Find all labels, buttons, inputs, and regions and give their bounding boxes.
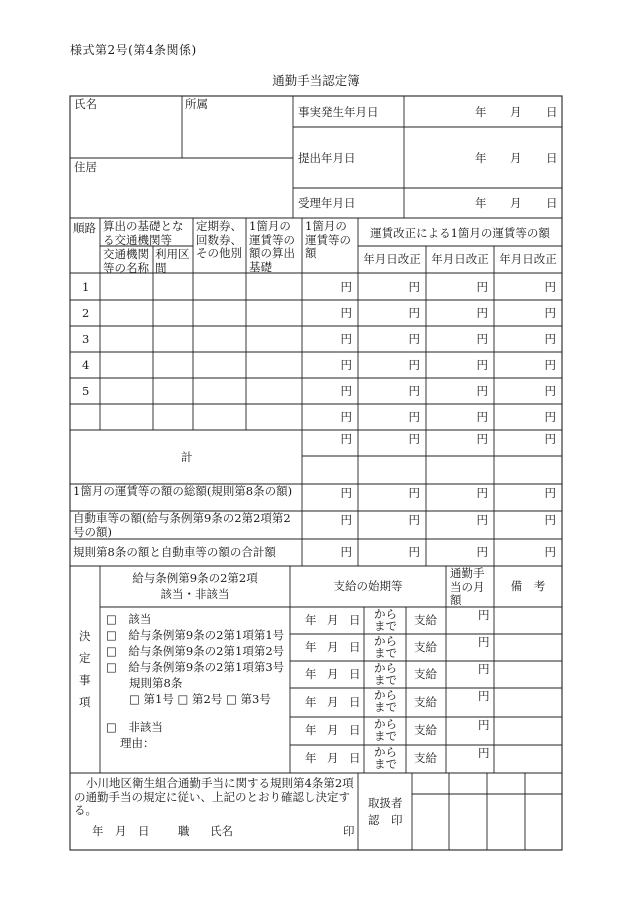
start-month: 月	[327, 666, 339, 681]
summary-combined: 規則第8条の額と自動車等の額の合計額	[73, 545, 276, 559]
yen-mark: 円	[408, 410, 420, 424]
yen-mark: 円	[408, 332, 420, 346]
footer-position: 職	[178, 824, 190, 838]
start-year: 年	[305, 694, 317, 709]
start-pay: 支給	[414, 694, 437, 709]
yen-mark: 円	[340, 486, 352, 500]
footer-name: 氏名	[210, 824, 233, 838]
decision-char: 項	[79, 695, 91, 709]
start-until: まで	[374, 619, 397, 633]
route-row-number: 3	[82, 332, 90, 346]
start-from: から	[374, 745, 397, 759]
form-title: 通勤手当認定簿	[272, 73, 360, 88]
start-until: まで	[374, 729, 397, 743]
yen-mark: 円	[340, 432, 352, 446]
total-label: 計	[181, 450, 193, 464]
monthly-yen: 円	[478, 689, 490, 703]
start-from: から	[374, 717, 397, 731]
day-mark: 日	[546, 196, 558, 210]
yen-mark: 円	[340, 306, 352, 320]
start-day: 日	[349, 666, 361, 681]
start-until: まで	[374, 673, 397, 687]
reason-label: 理由：	[120, 736, 155, 750]
yen-mark: 円	[340, 384, 352, 398]
month-mark: 月	[510, 196, 522, 210]
start-pay: 支給	[414, 612, 437, 627]
month-mark: 月	[510, 151, 522, 165]
yen-mark: 円	[340, 410, 352, 424]
start-until: まで	[374, 700, 397, 714]
yen-mark: 円	[544, 384, 556, 398]
start-from: から	[374, 688, 397, 702]
option-item-1[interactable]: □ 給与条例第9条の2第1項第1号	[106, 628, 285, 642]
yen-mark: 円	[544, 358, 556, 372]
start-year: 年	[305, 666, 317, 681]
yen-mark: 円	[408, 358, 420, 372]
start-year: 年	[305, 612, 317, 627]
name-label: 氏名	[74, 97, 97, 111]
col-revised-3: 年月日改正	[499, 252, 557, 266]
col-amount: 1箇月の運賃等の額	[305, 219, 351, 261]
col-basis: 算出の基礎となる交通機関等	[103, 219, 184, 247]
yen-mark: 円	[476, 384, 488, 398]
handler-seal-label: 認 印	[368, 813, 403, 827]
col-ticket: 定期券、回数券、その他別	[196, 219, 242, 261]
start-from: から	[374, 634, 397, 648]
option-rule-8: 規則第8条	[106, 676, 183, 690]
option-applicable[interactable]: □ 該当	[106, 612, 152, 626]
yen-mark: 円	[544, 545, 556, 559]
remarks-title: 備 考	[510, 579, 546, 593]
start-day: 日	[349, 639, 361, 654]
monthly-yen: 円	[478, 635, 490, 649]
start-pay: 支給	[414, 666, 437, 681]
monthly-yen: 円	[478, 662, 490, 676]
yen-mark: 円	[544, 306, 556, 320]
start-title: 支給の始期等	[333, 579, 403, 593]
yen-mark: 円	[476, 358, 488, 372]
year-mark: 年	[475, 151, 487, 165]
year-mark: 年	[475, 196, 487, 210]
form-number: 様式第2号(第4条関係)	[70, 43, 197, 57]
route-row-number: 2	[82, 306, 90, 320]
yen-mark: 円	[408, 545, 420, 559]
yen-mark: 円	[544, 280, 556, 294]
day-mark: 日	[546, 105, 558, 119]
start-from: から	[374, 661, 397, 675]
yen-mark: 円	[476, 332, 488, 346]
summary-total-fare: 1箇月の運賃等の額の総額(規則第8条の額)	[73, 484, 293, 498]
footer-date: 年 月 日	[92, 824, 150, 838]
start-pay: 支給	[414, 639, 437, 654]
yen-mark: 円	[476, 513, 488, 527]
yen-mark: 円	[544, 513, 556, 527]
col-revision: 運賃改正による1箇月の運賃等の額	[370, 226, 550, 240]
start-month: 月	[327, 694, 339, 709]
yen-mark: 円	[476, 545, 488, 559]
footer-seal: 印	[343, 824, 355, 838]
start-pay: 支給	[414, 751, 437, 765]
col-facility: 交通機関等の名称	[103, 247, 149, 275]
decision-char: 定	[79, 651, 91, 665]
option-rule-8-items[interactable]: □ 第1号 □ 第2号 □ 第3号	[106, 692, 271, 706]
decision-char: 事	[79, 673, 91, 687]
monthly-yen: 円	[478, 608, 490, 622]
yen-mark: 円	[544, 486, 556, 500]
start-year: 年	[305, 639, 317, 654]
yen-mark: 円	[476, 280, 488, 294]
footer-statement: 小川地区衛生組合通勤手当に関する規則第4条第2項の通勤手当の規定に従い、上記のとおり確認し決定する。	[74, 776, 354, 818]
col-section: 利用区間	[155, 247, 190, 275]
yen-mark: 円	[340, 545, 352, 559]
option-item-3[interactable]: □ 給与条例第9条の2第1項第3号	[106, 660, 285, 674]
col-route: 順路	[73, 221, 96, 235]
month-mark: 月	[510, 105, 522, 119]
yen-mark: 円	[476, 306, 488, 320]
start-month: 月	[327, 751, 339, 765]
day-mark: 日	[546, 151, 558, 165]
yen-mark: 円	[340, 513, 352, 527]
yen-mark: 円	[544, 432, 556, 446]
applicability-title-1: 給与条例第9条の2第2項	[132, 571, 258, 585]
yen-mark: 円	[476, 410, 488, 424]
start-year: 年	[305, 723, 317, 737]
summary-car-amount: 自動車等の額(給与条例第9条の2第2項第2号の額)	[73, 511, 291, 539]
affiliation-label: 所属	[185, 97, 208, 111]
start-day: 日	[349, 694, 361, 709]
start-day: 日	[349, 751, 361, 765]
route-row-number: 5	[82, 384, 90, 398]
start-month: 月	[327, 639, 339, 654]
yen-mark: 円	[408, 513, 420, 527]
yen-mark: 円	[476, 486, 488, 500]
yen-mark: 円	[408, 432, 420, 446]
yen-mark: 円	[544, 410, 556, 424]
year-mark: 年	[475, 105, 487, 119]
monthly-title: 通勤手当の月額	[450, 566, 485, 608]
start-from: から	[374, 607, 397, 621]
start-year: 年	[305, 751, 317, 765]
route-row-number: 1	[82, 280, 90, 294]
yen-mark: 円	[408, 306, 420, 320]
decision-char: 決	[79, 629, 91, 643]
yen-mark: 円	[408, 384, 420, 398]
start-pay: 支給	[414, 723, 437, 737]
yen-mark: 円	[340, 358, 352, 372]
start-until: まで	[374, 757, 397, 771]
receipt-date-label: 受理年月日	[298, 196, 356, 210]
option-not-applicable[interactable]: □ 非該当	[106, 720, 163, 734]
fact-date-label: 事実発生年月日	[298, 105, 379, 119]
applicability-title-2: 該当・非該当	[160, 587, 230, 601]
col-calc-basis: 1箇月の運賃等の額の算出基礎	[249, 219, 295, 274]
start-month: 月	[327, 612, 339, 627]
start-month: 月	[327, 723, 339, 737]
yen-mark: 円	[408, 280, 420, 294]
submit-date-label: 提出年月日	[298, 151, 356, 165]
option-item-2[interactable]: □ 給与条例第9条の2第1項第2号	[106, 644, 285, 658]
start-until: まで	[374, 646, 397, 660]
yen-mark: 円	[408, 486, 420, 500]
handler-label: 取扱者	[368, 796, 403, 810]
residence-label: 住居	[74, 160, 97, 174]
yen-mark: 円	[544, 332, 556, 346]
col-revised-1: 年月日改正	[363, 252, 421, 266]
col-revised-2: 年月日改正	[431, 252, 489, 266]
monthly-yen: 円	[478, 718, 490, 732]
yen-mark: 円	[476, 432, 488, 446]
start-day: 日	[349, 612, 361, 627]
monthly-yen: 円	[478, 746, 490, 760]
route-row-number: 4	[82, 358, 90, 372]
yen-mark: 円	[340, 280, 352, 294]
yen-mark: 円	[340, 332, 352, 346]
start-day: 日	[349, 723, 361, 737]
